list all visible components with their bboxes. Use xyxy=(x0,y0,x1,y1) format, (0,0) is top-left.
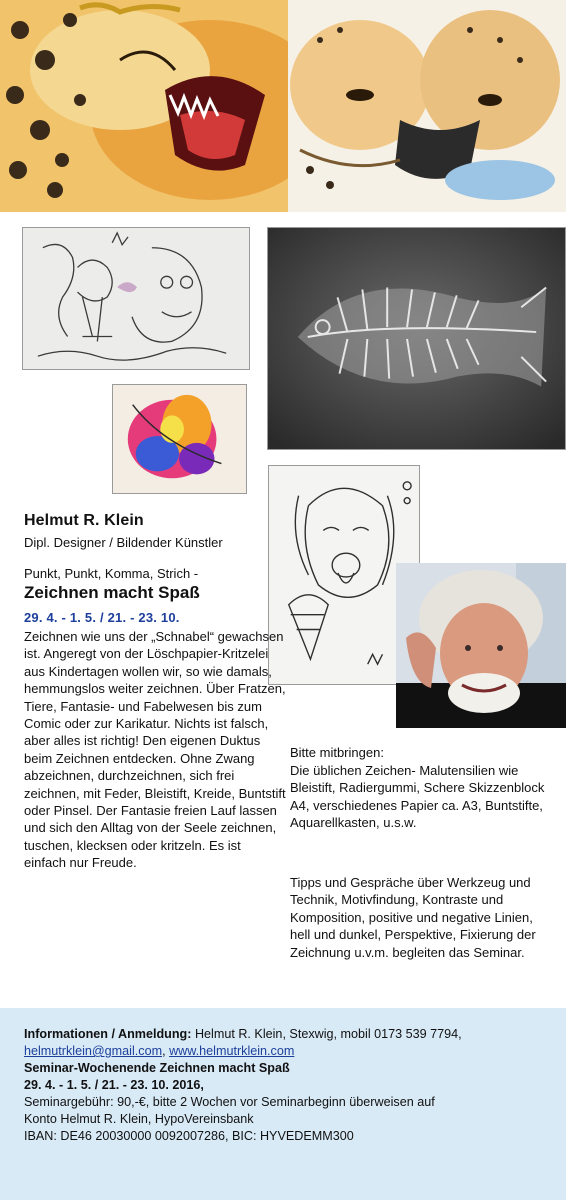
bank-account: Konto Helmut R. Klein, HypoVereinsbank xyxy=(24,1112,254,1126)
bring-along-list: Die üblichen Zeichen- Malutensilien wie Bleistift, Radiergummi, Schere Skizzenblock A4, verschiedenes Papier ca. A3, Buntstifte, Aquarellkasten, u.s.w. xyxy=(290,763,545,831)
seminar-tagline: Punkt, Punkt, Komma, Strich - xyxy=(24,566,199,581)
seminar-topics-text: Tipps und Gespräche über Werkzeug und Technik, Motivfindung, Kontraste und Komposition, positive und negative Linien, hell und dunkel, Perspektive, Fixierung der Zeichnung u.v.m. begleiten das Seminar. xyxy=(290,875,536,960)
artist-name: Helmut R. Klein xyxy=(24,512,144,529)
artist-role: Dipl. Designer / Bildender Künstler xyxy=(24,535,223,550)
email-link[interactable]: helmutrklein@gmail.com xyxy=(24,1044,163,1058)
weekend-dates: 29. 4. - 1. 5. / 21. - 23. 10. 2016, xyxy=(24,1078,204,1092)
seminar-description: Zeichnen wie uns der „Schnabel“ gewachsen ist. Angeregt von der Löschpapier-Kritzelei aus Kindertagen wollen wir, so wie damals, hemmungslos weiter zeichnen. Über Fratzen, Tiere, Fantasie- und Fabelwesen bis zum Comic oder zur Karikatur. Nichts ist falsch, aber alles ist richtig! Den eigenen Duktus beim Zeichnen entdecken. Ohne Zwang abzeichnen, durchzeichnen, sich frei zeichnen, mit Feder, Bleistift, Kreide, Buntstift oder Pinsel. Der Fantasie freien Lauf lassen und sich den Alltag von der Seele zeichnen, tuschen, klecksen oder kritzeln. Es ist einfach nur Freude. xyxy=(24,629,286,871)
fish-skeleton-drawing-image xyxy=(267,227,566,450)
seminar-fee: Seminargebühr: 90,-€, bitte 2 Wochen vor Seminarbeginn überweisen auf xyxy=(24,1095,435,1109)
registration-info-box xyxy=(0,1008,566,1200)
contact-line xyxy=(24,1026,554,1043)
pencil-sketch-figures-image xyxy=(22,227,250,370)
cheetah-banner-image xyxy=(0,0,566,212)
colorful-abstract-image xyxy=(112,384,247,494)
iban-bic: IBAN: DE46 20030000 0092007286, BIC: HYVEDEMM300 xyxy=(24,1129,354,1143)
artist-portrait-photo xyxy=(396,563,566,728)
weekend-title: Seminar-Wochenende Zeichnen macht Spaß xyxy=(24,1061,290,1075)
seminar-title: Zeichnen macht Spaß xyxy=(24,583,200,602)
website-link[interactable]: www.helmutrklein.com xyxy=(169,1044,295,1058)
seminar-dates: 29. 4. - 1. 5. / 21. - 23. 10. xyxy=(24,610,180,625)
bring-along-heading: Bitte mitbringen: xyxy=(290,745,384,760)
contact-details: Helmut R. Klein, Stexwig, mobil 0173 539 7794, xyxy=(191,1027,462,1041)
info-label: Informationen / Anmeldung: xyxy=(24,1027,192,1041)
links-line xyxy=(24,1043,554,1060)
link-separator: , xyxy=(162,1044,170,1058)
